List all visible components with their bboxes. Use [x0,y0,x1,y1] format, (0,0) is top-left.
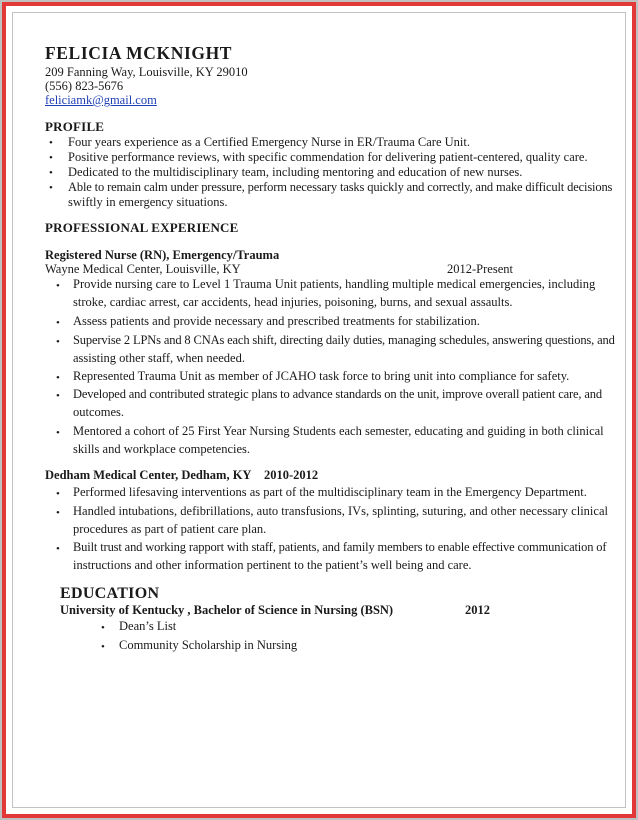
job-duty: Handled intubations, defibrillations, auto transfusions, IVs, splinting, suturing, and other necessary clinical [73,504,608,518]
job-duty: Assess patients and provide necessary and prescribed treatments for stabilization. [73,314,480,328]
profile-item-continued: swiftly in emergency situations. [68,195,228,209]
job-duty-continued: stroke, cardiac arrest, car accidents, head injuries, poisoning, burns, and sexual assaults. [73,295,513,309]
profile-heading: PROFILE [45,119,105,134]
bullet-icon: • [56,488,60,500]
bullet-icon: • [56,507,60,519]
profile-item: Positive performance reviews, with specific commendation for delivering patient-centered, quality care. [68,150,588,164]
job-dates: 2010-2012 [264,468,319,482]
email-link[interactable]: feliciamk@gmail.com [45,93,157,107]
job-duty: Developed and contributed strategic plans to advance standards on the unit, improve overall patient care, and [73,387,602,401]
education-item: Dean’s List [119,619,177,633]
job-duty: Performed lifesaving interventions as part of the multidisciplinary team in the Emergency Department. [73,485,587,499]
job-title: Registered Nurse (RN), Emergency/Trauma [45,248,280,262]
job-duty-continued: skills and workplace competencies. [73,442,251,456]
job-duty: Mentored a cohort of 25 First Year Nursing Students each semester, educating and guiding in both clinical [73,424,604,438]
profile-item: Four years experience as a Certified Emergency Nurse in ER/Trauma Care Unit. [68,135,470,149]
profile-item: Able to remain calm under pressure, perform necessary tasks quickly and correctly, and make difficult decisions [68,180,613,194]
degree-year: 2012 [465,603,490,617]
bullet-icon: • [101,622,105,634]
bullet-icon: • [49,167,53,179]
job-duty-continued: outcomes. [73,405,125,419]
job-duty-continued: instructions and other information pertinent to the patient’s well being and care. [73,558,472,572]
job-duty: Represented Trauma Unit as member of JCAHO task force to bring unit into compliance for safety. [73,369,570,383]
job-employer: Dedham Medical Center, Dedham, KY [45,468,252,482]
bullet-icon: • [101,641,105,653]
job-dates: 2012-Present [447,262,513,276]
job-employer: Wayne Medical Center, Louisville, KY [45,262,241,276]
bullet-icon: • [56,372,60,384]
experience-heading: PROFESSIONAL EXPERIENCE [45,220,239,235]
education-heading: EDUCATION [60,585,160,602]
bullet-icon: • [56,280,60,292]
bullet-icon: • [56,543,60,555]
bullet-icon: • [56,427,60,439]
bullet-icon: • [49,182,53,194]
address: 209 Fanning Way, Louisville, KY 29010 [45,65,248,79]
bullet-icon: • [56,336,60,348]
education-item: Community Scholarship in Nursing [119,638,298,652]
candidate-name: FELICIA MCKNIGHT [45,43,233,63]
job-duty-continued: procedures as part of patient care plan. [73,522,267,536]
job-duty: Built trust and working rapport with staff, patients, and family members to enable effective communication of [73,540,607,554]
bullet-icon: • [56,317,60,329]
job-duty: Supervise 2 LPNs and 8 CNAs each shift, directing daily duties, managing schedules, answering questions, and [73,333,615,347]
bullet-icon: • [49,152,53,164]
job-duty: Provide nursing care to Level 1 Trauma Unit patients, handling multiple medical emergencies, including [73,277,596,291]
bullet-icon: • [49,137,53,149]
phone: (556) 823-5676 [45,79,124,93]
profile-item: Dedicated to the multidisciplinary team, including mentoring and education of new nurses. [68,165,523,179]
degree: University of Kentucky , Bachelor of Science in Nursing (BSN) [60,603,394,617]
job-duty-continued: assisting other staff, when needed. [73,351,245,365]
bullet-icon: • [56,390,60,402]
